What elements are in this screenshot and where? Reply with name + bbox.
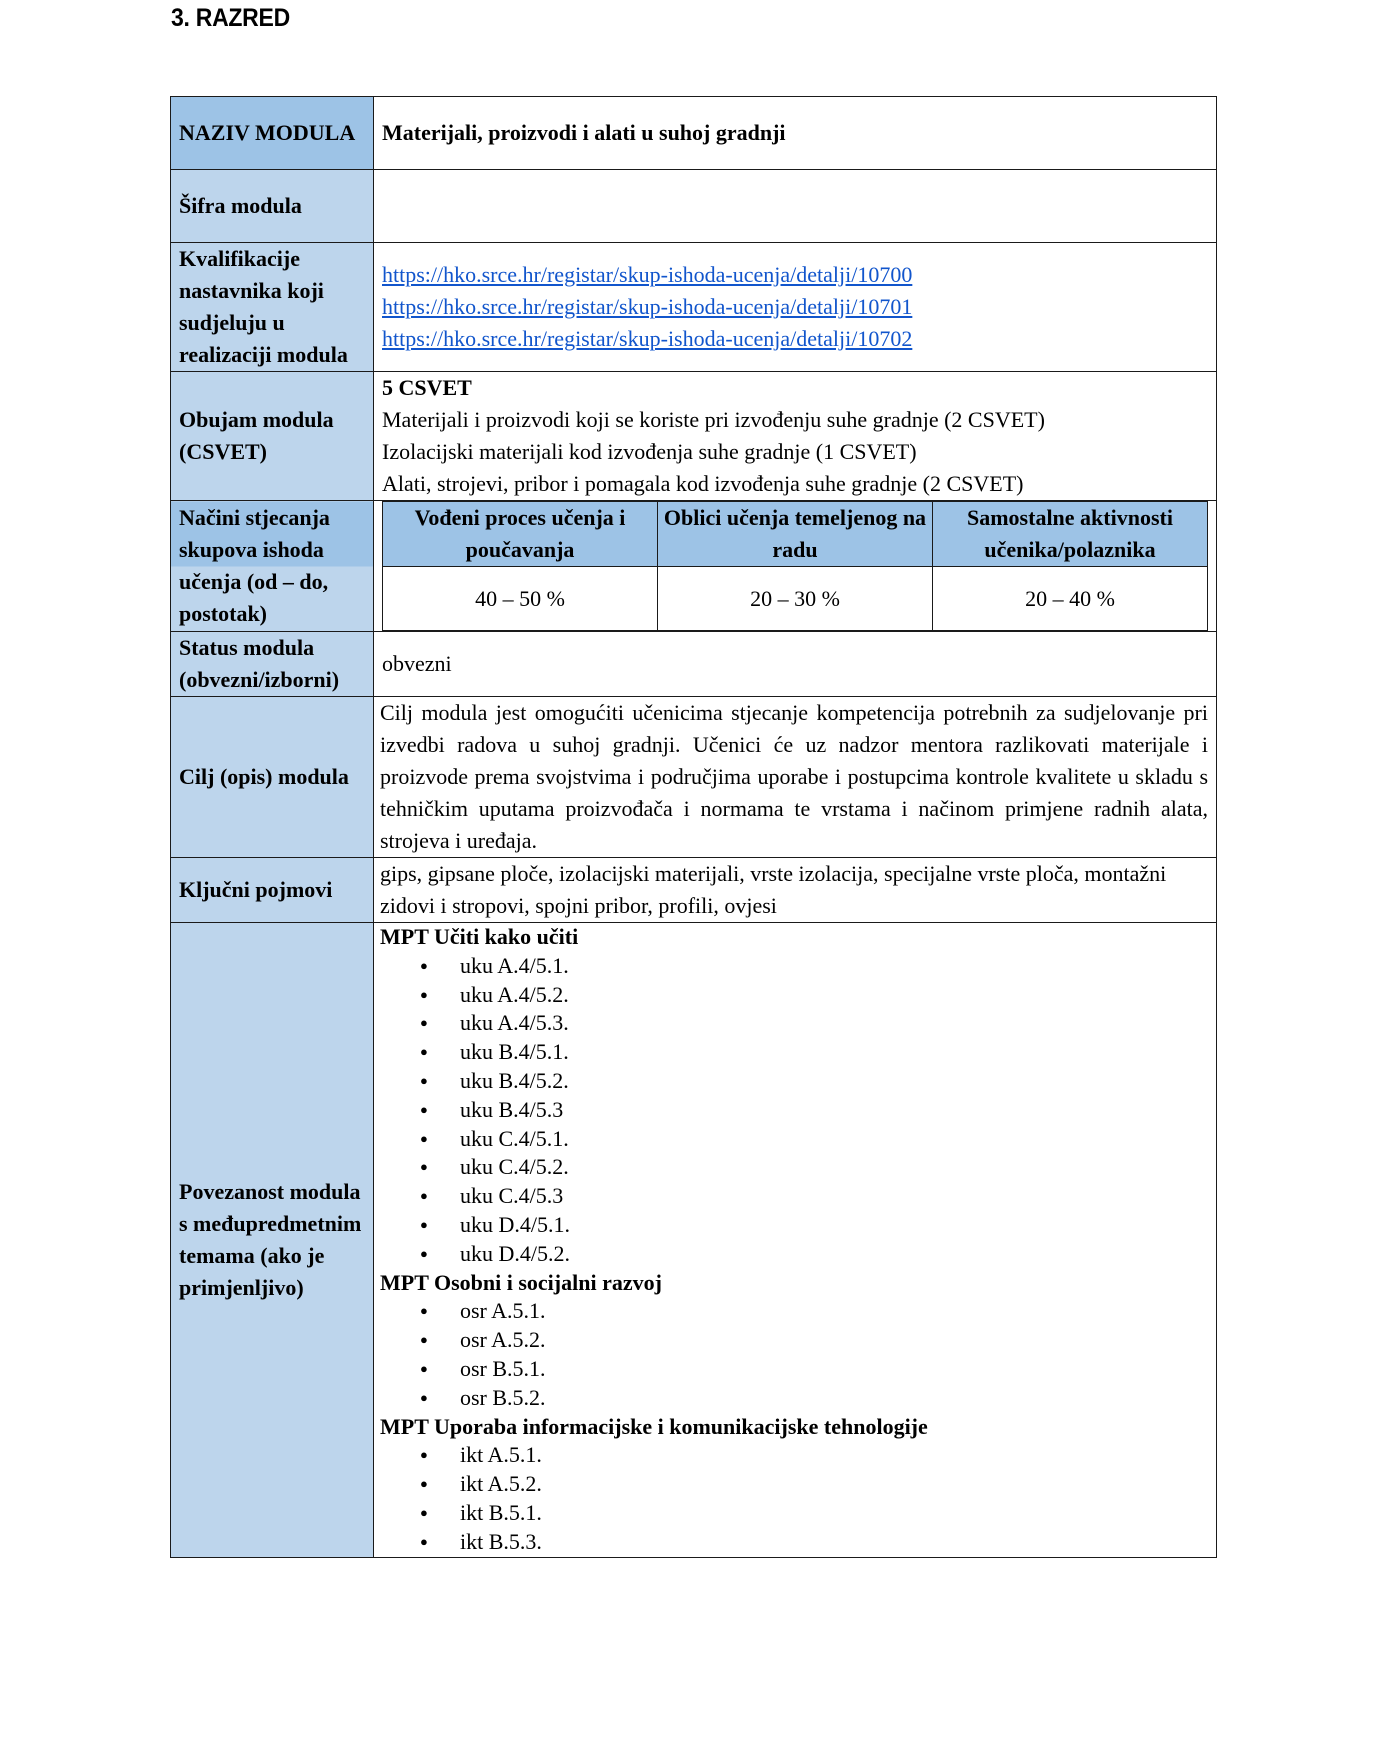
row-naziv <box>171 97 1217 170</box>
list-item: ● uku C.4/5.1. <box>380 1125 1208 1154</box>
qualification-link-10700[interactable]: https://hko.srce.hr/registar/skup-ishoda-ucenja/detalji/10700 <box>382 262 913 287</box>
method-percentage: 20 – 40 % <box>933 567 1208 631</box>
nacini-value <box>374 501 1217 632</box>
list-item: ● osr B.5.1. <box>380 1355 1208 1384</box>
row-obujam <box>171 372 1217 501</box>
status-label: Status modula (obvezni/izborni) <box>171 632 374 697</box>
list-item: ● uku A.4/5.3. <box>380 1009 1208 1038</box>
kvalifikacije-value <box>374 243 1217 372</box>
row-pojmovi <box>171 858 1217 923</box>
obujam-value <box>374 372 1217 501</box>
row-cilj <box>171 697 1217 858</box>
qualification-link-10701[interactable]: https://hko.srce.hr/registar/skup-ishoda-ucenja/detalji/10701 <box>382 294 913 319</box>
qualification-link-10702[interactable]: https://hko.srce.hr/registar/skup-ishoda-ucenja/detalji/10702 <box>382 326 913 351</box>
mpt-list-uku <box>380 952 1208 1269</box>
mpt-group-title: MPT Učiti kako učiti <box>380 924 579 949</box>
list-item: ● ikt A.5.1. <box>380 1441 1208 1470</box>
method-header: Oblici učenja temeljenog na radu <box>658 502 933 567</box>
list-item: ● osr B.5.2. <box>380 1384 1208 1413</box>
mpt-list-ikt <box>380 1441 1208 1556</box>
kvalifikacije-label: Kvalifikacije nastavnika koji sudjeluju u realizaciji modula <box>171 243 374 372</box>
cilj-label: Cilj (opis) modula <box>171 697 374 858</box>
list-item: ● uku C.4/5.2. <box>380 1153 1208 1182</box>
list-item: ● uku B.4/5.3 <box>380 1096 1208 1125</box>
naziv-value: Materijali, proizvodi i alati u suhoj gradnji <box>374 97 1217 170</box>
list-item: ● uku B.4/5.2. <box>380 1067 1208 1096</box>
list-item: ● uku D.4/5.1. <box>380 1211 1208 1240</box>
row-status <box>171 632 1217 697</box>
list-item: ● ikt A.5.2. <box>380 1470 1208 1499</box>
sifra-label: Šifra modula <box>171 170 374 243</box>
cilj-value: Cilj modula jest omogućiti učenicima stjecanje kompetencija potrebnih za sudjelovanje pri izvedbi radova u suhoj gradnji. Učenici će uz nadzor mentora razlikovati materijale i proizvode prema svojstvima i područjima uporabe i postupcima kontrole kvalitete u skladu s tehničkim uputama proizvođača i normama te vrstama i načinom primjene radnih alata, strojeva i uređaja. <box>374 697 1217 858</box>
mpt-list-osr <box>380 1297 1208 1412</box>
csvet-item: Alati, strojevi, pribor i pomagala kod izvođenja suhe gradnje (2 CSVET) <box>382 471 1024 496</box>
row-sifra <box>171 170 1217 243</box>
list-item: ● osr A.5.2. <box>380 1326 1208 1355</box>
learning-methods-table <box>382 501 1208 631</box>
method-header: Samostalne aktivnosti učenika/polaznika <box>933 502 1208 567</box>
list-item: ● uku D.4/5.2. <box>380 1240 1208 1269</box>
method-percentage: 40 – 50 % <box>383 567 658 631</box>
status-value: obvezni <box>374 632 1217 697</box>
povezanost-value <box>374 923 1217 1558</box>
obujam-label: Obujam modula (CSVET) <box>171 372 374 501</box>
mpt-group-title: MPT Uporaba informacijske i komunikacijske tehnologije <box>380 1413 928 1439</box>
list-item: ● osr A.5.1. <box>380 1297 1208 1326</box>
list-item: ● uku C.4/5.3 <box>380 1182 1208 1211</box>
section-heading: 3. RAZRED <box>171 4 290 32</box>
method-header: Vođeni proces učenja i poučavanja <box>383 502 658 567</box>
pojmovi-value: gips, gipsane ploče, izolacijski materijali, vrste izolacija, specijalne vrste ploča, montažni zidovi i stropovi, spojni pribor, profili, ovjesi <box>374 858 1217 923</box>
csvet-total: 5 CSVET <box>382 375 472 400</box>
povezanost-label: Povezanost modula s međupredmetnim temama (ako je primjenljivo) <box>171 923 374 1558</box>
row-povezanost <box>171 923 1217 1558</box>
row-nacini <box>171 501 1217 632</box>
list-item: ● uku A.4/5.1. <box>380 952 1208 981</box>
list-item: ● ikt B.5.3. <box>380 1528 1208 1557</box>
naziv-label: NAZIV MODULA <box>171 97 374 170</box>
module-table <box>170 96 1217 1558</box>
list-item: ● uku A.4/5.2. <box>380 981 1208 1010</box>
csvet-item: Materijali i proizvodi koji se koriste pri izvođenju suhe gradnje (2 CSVET) <box>382 407 1045 432</box>
method-percentage: 20 – 30 % <box>658 567 933 631</box>
sifra-value <box>374 170 1217 243</box>
list-item: ● uku B.4/5.1. <box>380 1038 1208 1067</box>
list-item: ● ikt B.5.1. <box>380 1499 1208 1528</box>
pojmovi-label: Ključni pojmovi <box>171 858 374 923</box>
csvet-item: Izolacijski materijali kod izvođenja suhe gradnje (1 CSVET) <box>382 439 917 464</box>
nacini-label: Načini stjecanja skupova ishoda učenja (od – do, postotak) <box>171 501 374 632</box>
row-kvalifikacije <box>171 243 1217 372</box>
mpt-group-title: MPT Osobni i socijalni razvoj <box>380 1269 662 1295</box>
